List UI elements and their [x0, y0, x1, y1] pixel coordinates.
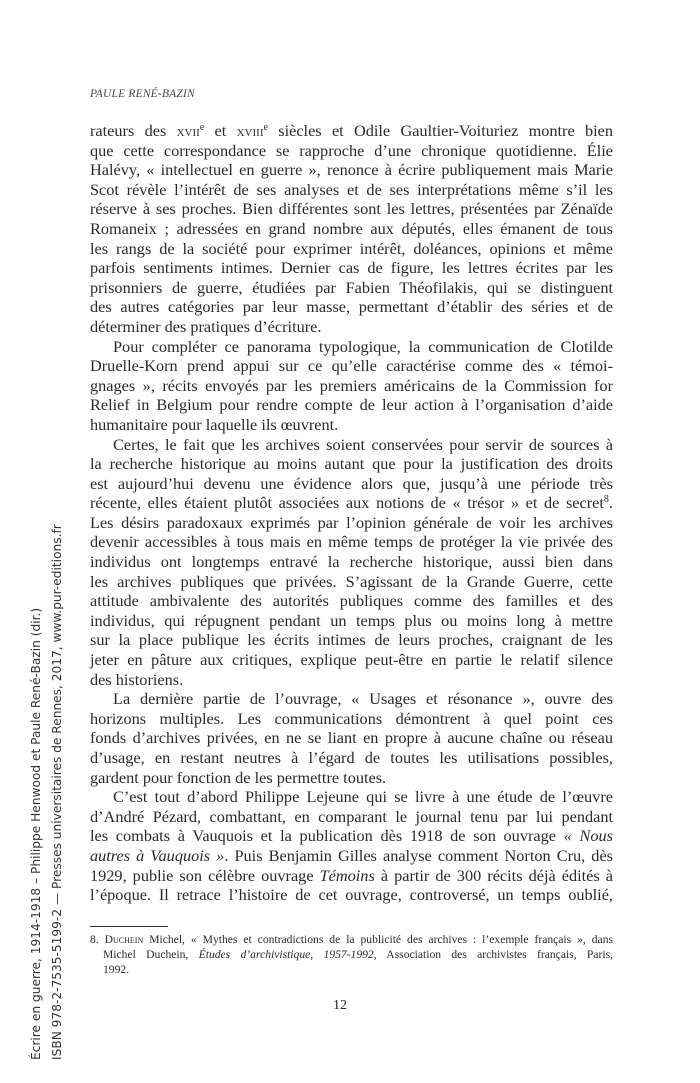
text-run: humanitaire pour laquelle ils œuvrent. [90, 414, 339, 434]
text-line [90, 650, 613, 670]
footnote-rule [90, 926, 168, 927]
text-run: La dernière partie de l’ouvrage, « Usages et résonance », ouvre des [113, 689, 613, 709]
text-run: Michel Duchein, [103, 948, 199, 961]
text-run: Témoins [319, 865, 375, 885]
text-line [90, 630, 613, 650]
footnotes [90, 932, 613, 977]
text-run: est aujourd’hui devenu une évidence alors que, jusqu’à une période très [90, 473, 613, 493]
text-run: parfois sentiments intimes. Dernier cas de figure, les lettres écrites par les [90, 258, 613, 278]
text-run: siècles et Odile Gaultier-Voituriez montre bien [267, 121, 614, 140]
text-run: C’est tout d’abord Philippe Lejeune qui se livre à une étude de l’œuvre [113, 787, 613, 807]
text-run: l’époque. Il retrace l’histoire de cet ouvrage, controversé, un temps oublié, [90, 885, 613, 905]
text-run: que cette correspondance se rapproche d’une chronique quotidienne. Élie [90, 140, 613, 160]
footnote-line [90, 947, 613, 962]
text-run: autres à Vauquois » [90, 845, 225, 865]
text-line [90, 141, 613, 161]
text-run: 1992. [103, 963, 130, 976]
running-head: PAULE RENÉ-BAZIN [90, 88, 195, 100]
text-line [90, 376, 613, 396]
text-line [90, 748, 613, 768]
text-line [90, 885, 613, 905]
text-line [90, 826, 613, 846]
text-line [90, 121, 613, 141]
text-run: devenir accessibles à tous mais en même temps de protéger la vie privée des [90, 532, 613, 552]
text-run: Études d’archivistique, 1957-1992, [198, 948, 377, 961]
text-run: la recherche historique au moins autant que pour la justification des droits [90, 454, 613, 474]
text-line [90, 435, 613, 455]
text-line [90, 493, 613, 513]
text-run: individus ont longtemps entravé la recherche historique, aussi bien dans [90, 552, 613, 572]
text-line [90, 866, 613, 886]
text-run: sur la place publique les écrits intimes de leurs proches, craignant de les [90, 630, 613, 650]
text-line [90, 513, 613, 533]
side-notice-title: Écrire en guerre, 1914-1918 – Philippe Henwood et Paule René-Bazin (dir.) [29, 607, 43, 1060]
footnote-line [90, 962, 613, 977]
text-line [90, 415, 613, 435]
text-run: Les désirs paradoxaux exprimés par l’opinion générale de voir les archives [90, 512, 613, 532]
text-run: Scot révèle l’intérêt de ses analyses et de ses interprétations même s’il les [90, 179, 613, 199]
text-run: e [199, 122, 205, 133]
text-run: Association des archivistes français, Paris, [376, 948, 613, 961]
text-run: prisonniers de guerre, étudiées par Fabien Théofilakis, qui se distinguent [90, 277, 613, 297]
text-line [90, 591, 613, 611]
text-line [90, 258, 613, 278]
text-run: gardent pour fonction de les permettre toutes. [90, 767, 387, 787]
text-line [90, 670, 613, 690]
text-line [90, 787, 613, 807]
text-line [90, 572, 613, 592]
text-run: 8 [603, 494, 609, 506]
text-run: gnages », récits envoyés par les premiers américains de la Commission for [90, 375, 613, 395]
body-text [90, 121, 613, 905]
text-line [90, 768, 613, 788]
text-run: d’usage, en restant neutres à l’égard de toutes les utilisations possibles, [90, 748, 613, 767]
page-number: 12 [333, 998, 347, 1013]
text-run: Michel, « Mythes et contradictions de la publicité des archives : l’exemple français », dans [143, 933, 614, 946]
text-line [90, 807, 613, 827]
text-run: e [263, 122, 268, 133]
text-run: 8. [90, 933, 105, 946]
text-run: à partir de 300 récits déjà édités à [374, 865, 613, 885]
text-line [90, 160, 613, 180]
text-run: et [204, 121, 237, 140]
text-run: attitude ambivalente des autorités publiques comme des familles et des [90, 591, 613, 611]
text-run: déterminer des pratiques d’écriture. [90, 316, 322, 336]
text-line [90, 454, 613, 474]
text-run: des historiens. [90, 669, 184, 689]
text-run: fonds d’archives privées, en ne se liant en propre à aucune chaîne ou réseau [90, 728, 613, 748]
text-run: Relief in Belgium pour rendre compte de leur action à l’organisation d’aide [90, 395, 613, 415]
text-run: Druelle-Korn prend appui sur ce qu’elle caractérise comme des « témoi- [90, 356, 613, 376]
text-line [90, 356, 613, 376]
footnote-line [90, 932, 613, 947]
text-run: d’André Pézard, combattant, en comparant le journal tenu par lui pendant [90, 806, 613, 826]
text-line [90, 180, 613, 200]
text-run: individus, qui répugnent pendant un temps plus ou moins long à mettre [90, 610, 613, 630]
text-line [90, 317, 613, 337]
text-run: récente, elles étaient plutôt associées aux notions de « trésor » et de secret [90, 493, 604, 513]
side-notice-isbn: ISBN 978-2-7535-5199-2 — Presses universitaires de Rennes, 2017, www.pur-editions.fr [50, 524, 64, 1060]
text-run: des autres catégories par leur masse, permettant d’établir des séries et de [90, 297, 613, 317]
text-run: jeter en pâture aux critiques, explique peut-être en partie le relatif silence [90, 650, 613, 670]
text-run: les combats à Vauquois et la publication dès 1918 de son ouvrage [90, 826, 564, 846]
text-run: Pour compléter ce panorama typologique, la communication de Clotilde [113, 336, 613, 356]
text-line [90, 395, 613, 415]
text-line [90, 611, 613, 631]
text-run: . Puis Benjamin Gilles analyse comment Norton Cru, dès [224, 845, 614, 865]
text-line [90, 689, 613, 709]
text-line [90, 297, 613, 317]
text-run: 1929, publie son célèbre ouvrage [90, 865, 320, 885]
text-run: horizons multiples. Les communications démontrent à quel point ces [90, 708, 613, 728]
text-run: Halévy, « intellectuel en guerre », renonce à écrire publiquement mais Marie [90, 160, 613, 180]
text-run: réserve à ses proches. Bien différentes sont les lettres, présentées par Zénaïde [90, 199, 613, 219]
text-line [90, 474, 613, 494]
text-run: . [608, 493, 613, 513]
text-line [90, 532, 613, 552]
text-run: xvii [176, 121, 200, 140]
text-line [90, 337, 613, 357]
text-run: Duchein [104, 933, 144, 946]
text-run: les archives publiques que privées. S’agissant de la Grande Guerre, cette [90, 571, 613, 591]
text-line [90, 239, 613, 259]
text-line [90, 728, 613, 748]
text-line [90, 846, 613, 866]
text-run: Romaneix ; adressées en grand nombre aux députés, elles émanent de tous [90, 218, 613, 238]
text-run: les rangs de la société pour exprimer intérêt, doléances, opinions et même [90, 238, 613, 258]
text-line [90, 199, 613, 219]
text-line [90, 278, 613, 298]
text-run: rateurs des [90, 121, 177, 140]
text-line [90, 219, 613, 239]
text-line [90, 709, 613, 729]
text-run: xviii [236, 121, 264, 140]
text-run: « Nous [563, 826, 613, 846]
text-run: Certes, le fait que les archives soient conservées pour servir de sources à [113, 434, 613, 454]
side-notice [26, 524, 68, 1060]
text-line [90, 552, 613, 572]
